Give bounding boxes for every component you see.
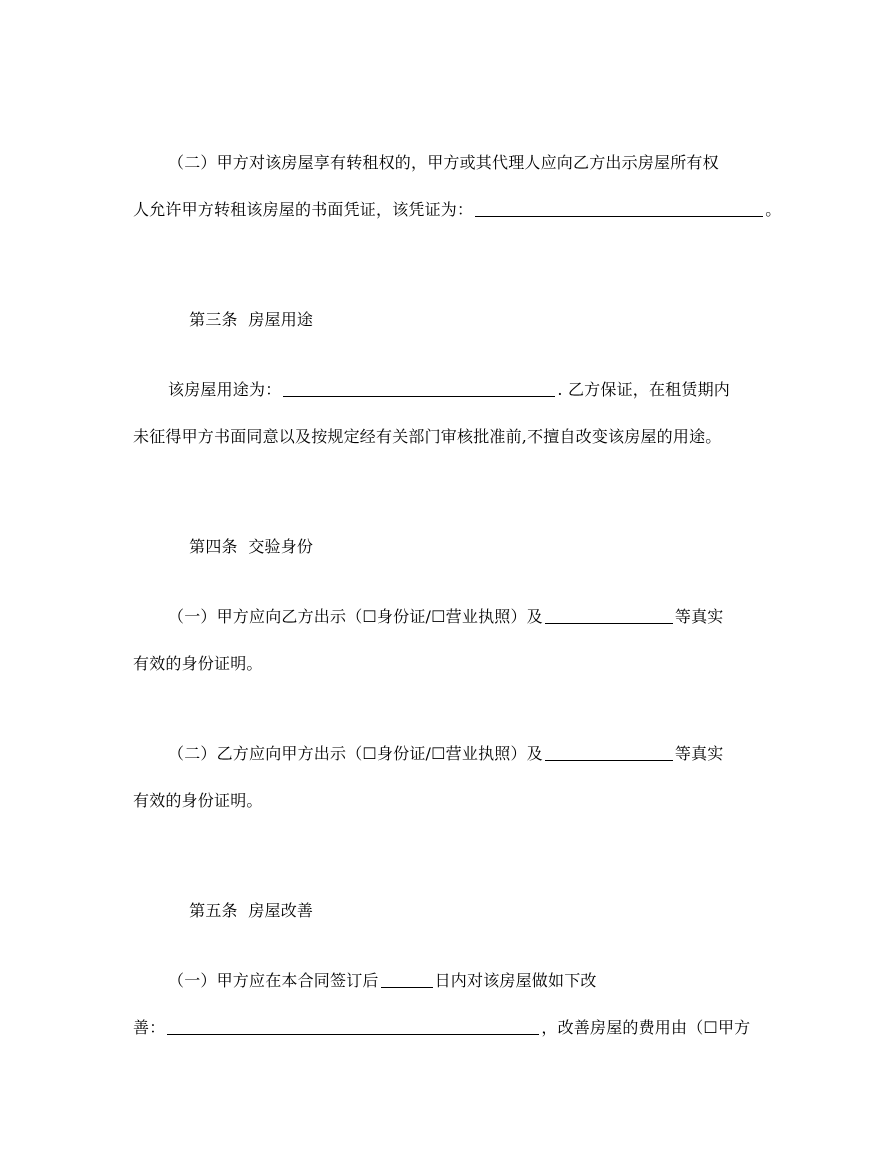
text-segment: 人允许甲方转租该房屋的书面凭证，该凭证为： <box>133 200 474 219</box>
fill-in-blank[interactable] <box>545 607 673 624</box>
fill-in-blank[interactable] <box>475 200 763 217</box>
text-segment: 日内对该房屋做如下改 <box>434 971 597 990</box>
section-title: 第四条 交验身份 <box>189 537 314 556</box>
section-heading <box>168 881 313 941</box>
paragraph-line <box>168 744 724 764</box>
text-segment: 该房屋用途为： <box>168 380 282 399</box>
text-segment: 等真实 <box>674 607 724 626</box>
paragraph-line <box>168 607 724 627</box>
section-title: 第五条 房屋改善 <box>189 901 314 920</box>
paragraph-line <box>133 1018 750 1038</box>
text-segment: 有效的身份证明。 <box>133 791 263 810</box>
paragraph-line <box>168 380 730 400</box>
section-heading <box>168 517 313 577</box>
text-segment: （一）甲方应在本合同签订后 <box>168 971 379 990</box>
text-segment: （二）乙方应向甲方出示（☐身份证/☐营业执照）及 <box>168 744 543 763</box>
text-segment: 未征得甲方书面同意以及按规定经有关部门审核批准前,不擅自改变该房屋的用途。 <box>133 427 722 446</box>
fill-in-blank[interactable] <box>283 380 555 397</box>
text-segment: 善： <box>133 1018 166 1037</box>
paragraph-line <box>133 200 781 220</box>
text-segment: 等真实 <box>674 744 724 763</box>
fill-in-blank[interactable] <box>167 1018 539 1035</box>
section-heading <box>168 290 313 350</box>
paragraph-line <box>133 654 263 674</box>
text-segment: ，改善房屋的费用由（☐甲方 <box>541 1018 751 1037</box>
paragraph-line <box>133 427 722 447</box>
text-segment: （二）甲方对该房屋享有转租权的，甲方或其代理人应向乙方出示房屋所有权 <box>168 153 719 172</box>
text-segment: . 乙方保证，在租赁期内 <box>557 380 730 399</box>
paragraph-line <box>133 791 263 811</box>
text-segment: 有效的身份证明。 <box>133 654 263 673</box>
fill-in-blank[interactable] <box>545 744 673 761</box>
text-segment: 。 <box>765 200 782 219</box>
text-segment: （一）甲方应向乙方出示（☐身份证/☐营业执照）及 <box>168 607 543 626</box>
section-title: 第三条 房屋用途 <box>189 310 314 329</box>
paragraph-line <box>168 153 719 173</box>
paragraph-line <box>168 971 597 991</box>
fill-in-blank[interactable] <box>381 971 433 988</box>
